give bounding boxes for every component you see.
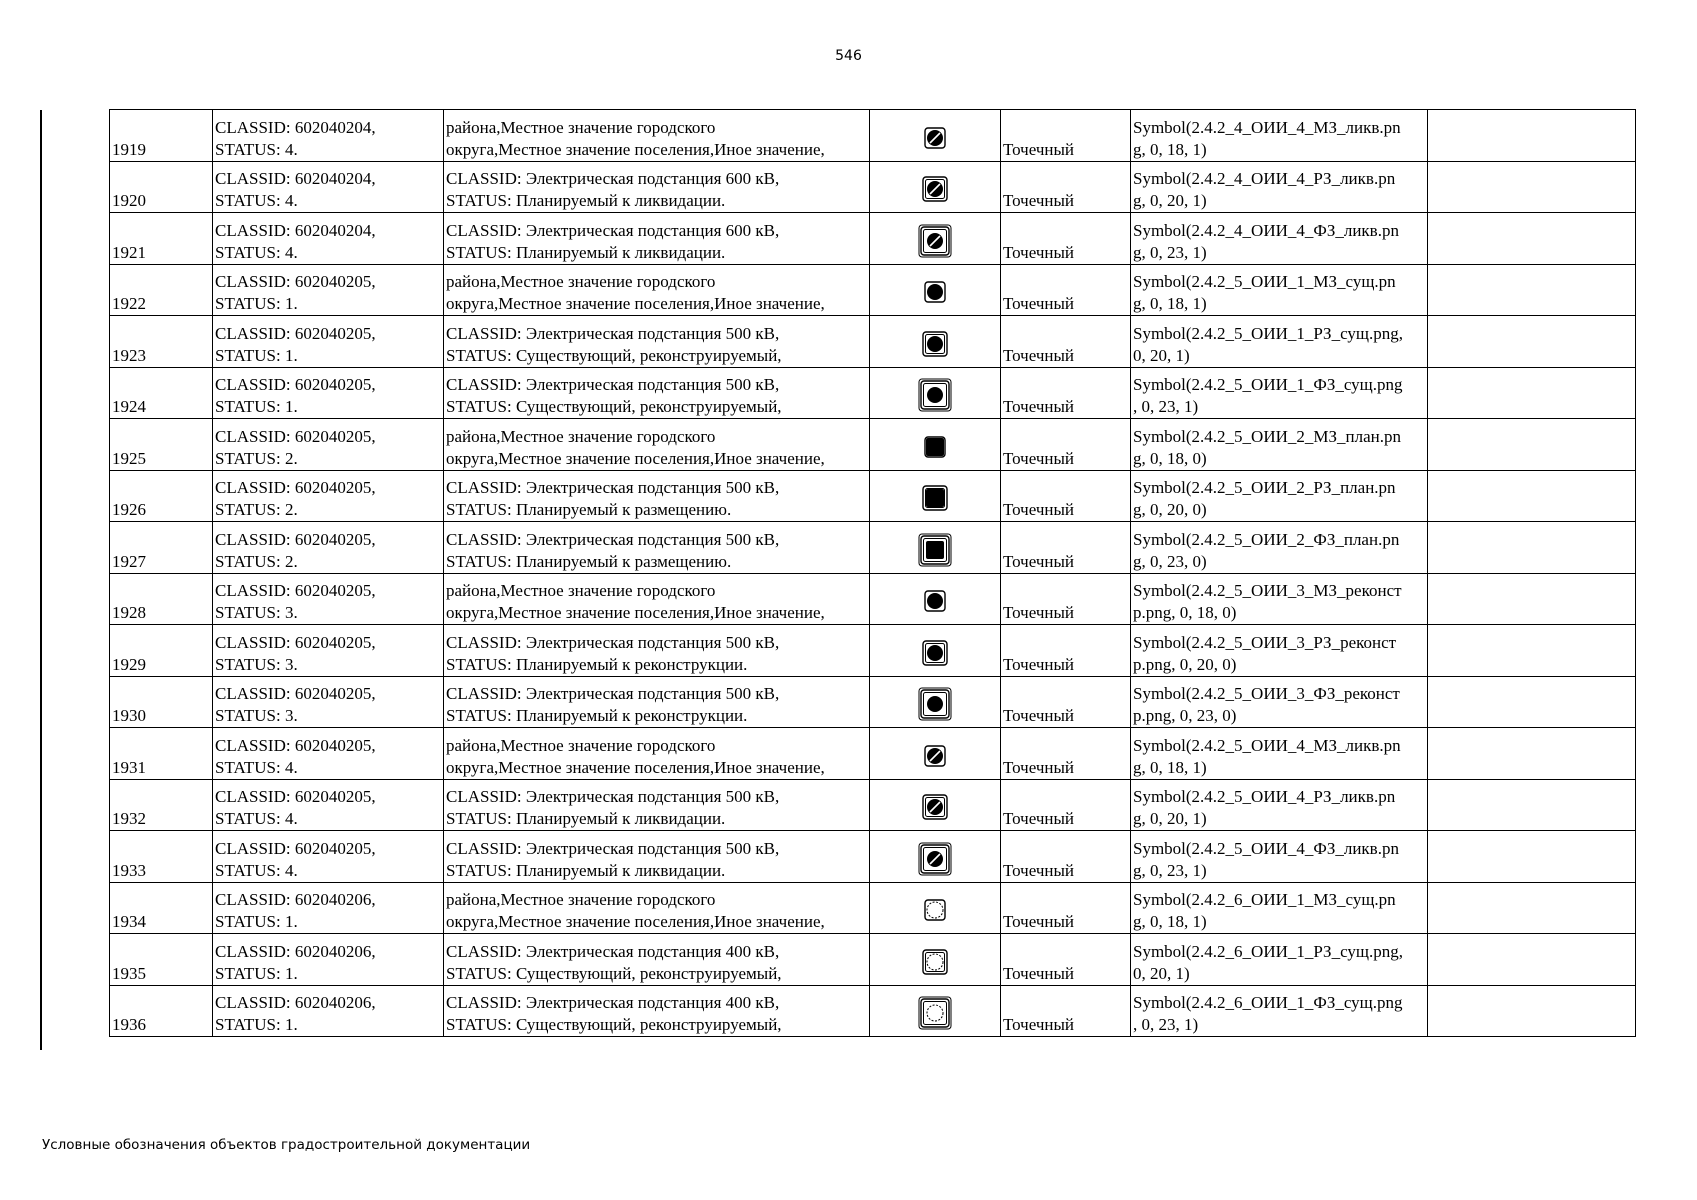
symbol-cell (870, 161, 1001, 213)
row-number: 1919 (110, 110, 213, 162)
classid-text: CLASSID: 602040205, (215, 478, 376, 497)
symbol-code-line-1: Symbol(2.4.2_4_ОИИ_4_МЗ_ликв.pn (1133, 117, 1401, 137)
symbol-code-line-2: 0, 20, 1) (1133, 345, 1190, 365)
description-cell (444, 264, 870, 316)
class-cell (213, 264, 444, 316)
classid-text: CLASSID: 602040205, (215, 838, 376, 858)
table-row (110, 779, 1636, 831)
class-cell (213, 213, 444, 265)
symbol-code-line-2: р.png, 0, 20, 0) (1133, 654, 1237, 674)
substation-liquidated-fz-icon (918, 842, 952, 882)
symbol-code-cell (1131, 213, 1428, 265)
substation-liquidated-mz-icon (918, 121, 952, 161)
substation-reconstruction-fz-icon (918, 687, 952, 727)
description-line-2: STATUS: Существующий, реконструируемый, (446, 1015, 782, 1034)
description-cell (444, 934, 870, 986)
description-line-2: округа,Местное значение поселения,Иное значение, (446, 139, 825, 159)
row-number: 1929 (110, 625, 213, 677)
empty-cell (1428, 779, 1636, 831)
classid-text: CLASSID: 602040205, (215, 529, 376, 549)
description-line-2: STATUS: Планируемый к ликвидации. (446, 809, 726, 828)
symbol-code-cell (1131, 728, 1428, 780)
status-text: STATUS: 3. (215, 654, 298, 674)
empty-cell (1428, 470, 1636, 522)
geometry-type: Точечный (1001, 161, 1131, 213)
symbol-code-line-2: g, 0, 20, 1) (1133, 191, 1207, 210)
classid-text: CLASSID: 602040204, (215, 220, 376, 240)
description-line-1: CLASSID: Электрическая подстанция 400 кВ, (446, 941, 780, 961)
symbol-code-cell (1131, 779, 1428, 831)
description-line-2: STATUS: Существующий, реконструируемый, (446, 963, 782, 983)
table-row (110, 831, 1636, 883)
symbol-code-cell (1131, 470, 1428, 522)
status-text: STATUS: 4. (215, 242, 298, 262)
symbol-code-line-2: g, 0, 23, 1) (1133, 860, 1207, 880)
symbol-code-line-1: Symbol(2.4.2_5_ОИИ_2_РЗ_план.pn (1133, 478, 1396, 497)
substation-outline-fz-icon (918, 996, 952, 1036)
geometry-type: Точечный (1001, 522, 1131, 574)
status-text: STATUS: 1. (215, 345, 298, 365)
symbol-code-line-1: Symbol(2.4.2_4_ОИИ_4_РЗ_ликв.pn (1133, 169, 1396, 188)
description-line-2: STATUS: Планируемый к размещению. (446, 500, 732, 519)
symbol-cell (870, 779, 1001, 831)
status-text: STATUS: 2. (215, 448, 298, 468)
symbol-code-line-2: g, 0, 23, 1) (1133, 242, 1207, 262)
description-cell (444, 676, 870, 728)
description-line-1: CLASSID: Электрическая подстанция 500 кВ, (446, 323, 780, 343)
description-line-2: STATUS: Планируемый к размещению. (446, 551, 732, 571)
substation-liquidated-fz-icon (918, 224, 952, 264)
symbol-code-line-1: Symbol(2.4.2_6_ОИИ_1_РЗ_сущ.png, (1133, 941, 1403, 961)
empty-cell (1428, 264, 1636, 316)
geometry-type: Точечный (1001, 367, 1131, 419)
substation-existing-mz-icon (918, 275, 952, 315)
class-cell (213, 110, 444, 162)
description-cell (444, 470, 870, 522)
symbol-cell (870, 625, 1001, 677)
symbol-code-cell (1131, 419, 1428, 471)
row-number: 1921 (110, 213, 213, 265)
table-row (110, 161, 1636, 213)
geometry-type: Точечный (1001, 985, 1131, 1037)
symbol-cell (870, 985, 1001, 1037)
class-cell (213, 419, 444, 471)
substation-outline-mz-icon (918, 893, 952, 933)
status-text: STATUS: 2. (215, 551, 298, 571)
symbol-cell (870, 831, 1001, 883)
symbol-code-line-1: Symbol(2.4.2_5_ОИИ_1_МЗ_сущ.pn (1133, 272, 1396, 291)
description-cell (444, 573, 870, 625)
description-line-2: округа,Местное значение поселения,Иное значение, (446, 757, 825, 777)
row-number: 1927 (110, 522, 213, 574)
symbol-code-line-2: 0, 20, 1) (1133, 963, 1190, 983)
row-number: 1924 (110, 367, 213, 419)
empty-cell (1428, 573, 1636, 625)
substation-planned-rz-icon (918, 481, 952, 521)
symbol-code-line-2: g, 0, 18, 1) (1133, 294, 1207, 313)
class-cell (213, 728, 444, 780)
status-text: STATUS: 2. (215, 500, 298, 519)
symbol-cell (870, 934, 1001, 986)
status-text: STATUS: 1. (215, 963, 298, 983)
table-row (110, 625, 1636, 677)
description-line-1: CLASSID: Электрическая подстанция 500 кВ, (446, 529, 780, 549)
classid-text: CLASSID: 602040205, (215, 581, 376, 600)
description-line-2: STATUS: Планируемый к реконструкции. (446, 706, 748, 725)
classid-text: CLASSID: 602040204, (215, 169, 376, 188)
geometry-type: Точечный (1001, 882, 1131, 934)
symbol-code-line-1: Symbol(2.4.2_5_ОИИ_3_МЗ_реконст (1133, 581, 1402, 600)
row-number: 1932 (110, 779, 213, 831)
table-row (110, 367, 1636, 419)
symbol-code-cell (1131, 522, 1428, 574)
left-margin-rule (40, 110, 42, 1050)
table-row (110, 728, 1636, 780)
row-number: 1923 (110, 316, 213, 368)
empty-cell (1428, 367, 1636, 419)
table-row (110, 470, 1636, 522)
class-cell (213, 625, 444, 677)
symbol-cell (870, 213, 1001, 265)
status-text: STATUS: 4. (215, 757, 298, 777)
description-cell (444, 779, 870, 831)
description-line-1: района,Местное значение городского (446, 426, 716, 446)
description-line-1: CLASSID: Электрическая подстанция 600 кВ, (446, 220, 780, 240)
symbol-code-cell (1131, 676, 1428, 728)
empty-cell (1428, 161, 1636, 213)
description-line-1: района,Местное значение городского (446, 890, 716, 909)
row-number: 1928 (110, 573, 213, 625)
description-cell (444, 831, 870, 883)
row-number: 1922 (110, 264, 213, 316)
symbol-code-line-2: g, 0, 18, 0) (1133, 448, 1207, 468)
symbol-code-cell (1131, 573, 1428, 625)
symbol-code-line-1: Symbol(2.4.2_6_ОИИ_1_МЗ_сущ.pn (1133, 890, 1396, 909)
empty-cell (1428, 625, 1636, 677)
symbol-code-cell (1131, 367, 1428, 419)
description-cell (444, 882, 870, 934)
symbol-cell (870, 522, 1001, 574)
description-line-1: CLASSID: Электрическая подстанция 400 кВ, (446, 993, 780, 1012)
symbol-code-line-2: g, 0, 18, 1) (1133, 912, 1207, 931)
empty-cell (1428, 985, 1636, 1037)
table-row (110, 985, 1636, 1037)
status-text: STATUS: 4. (215, 191, 298, 210)
symbol-code-cell (1131, 985, 1428, 1037)
row-number: 1920 (110, 161, 213, 213)
empty-cell (1428, 522, 1636, 574)
geometry-type: Точечный (1001, 470, 1131, 522)
table-row (110, 882, 1636, 934)
symbol-code-line-2: g, 0, 20, 0) (1133, 500, 1207, 519)
geometry-type: Точечный (1001, 419, 1131, 471)
status-text: STATUS: 4. (215, 139, 298, 159)
symbol-code-line-2: g, 0, 23, 0) (1133, 551, 1207, 571)
row-number: 1930 (110, 676, 213, 728)
class-cell (213, 934, 444, 986)
substation-reconstruction-rz-icon (918, 636, 952, 676)
substation-existing-fz-icon (918, 378, 952, 418)
row-number: 1934 (110, 882, 213, 934)
symbol-cell (870, 573, 1001, 625)
table-row (110, 264, 1636, 316)
table-row (110, 110, 1636, 162)
description-line-2: округа,Местное значение поселения,Иное значение, (446, 912, 825, 931)
symbol-cell (870, 110, 1001, 162)
class-cell (213, 882, 444, 934)
empty-cell (1428, 419, 1636, 471)
substation-planned-fz-icon (918, 533, 952, 573)
status-text: STATUS: 3. (215, 603, 298, 622)
symbol-cell (870, 882, 1001, 934)
class-cell (213, 470, 444, 522)
row-number: 1925 (110, 419, 213, 471)
table-row (110, 522, 1636, 574)
row-number: 1926 (110, 470, 213, 522)
empty-cell (1428, 728, 1636, 780)
symbol-cell (870, 470, 1001, 522)
symbol-code-cell (1131, 161, 1428, 213)
geometry-type: Точечный (1001, 625, 1131, 677)
table-row (110, 573, 1636, 625)
geometry-type: Точечный (1001, 676, 1131, 728)
symbol-code-cell (1131, 831, 1428, 883)
geometry-type: Точечный (1001, 779, 1131, 831)
description-line-2: STATUS: Планируемый к ликвидации. (446, 191, 726, 210)
symbol-code-line-2: , 0, 23, 1) (1133, 397, 1199, 416)
symbol-cell (870, 419, 1001, 471)
description-line-2: округа,Местное значение поселения,Иное значение, (446, 603, 825, 622)
classid-text: CLASSID: 602040205, (215, 735, 376, 755)
status-text: STATUS: 4. (215, 860, 298, 880)
classid-text: CLASSID: 602040205, (215, 375, 376, 394)
classid-text: CLASSID: 602040206, (215, 941, 376, 961)
status-text: STATUS: 1. (215, 912, 298, 931)
description-line-2: STATUS: Планируемый к ликвидации. (446, 860, 726, 880)
description-cell (444, 316, 870, 368)
symbol-code-line-2: g, 0, 18, 1) (1133, 139, 1207, 159)
classid-text: CLASSID: 602040205, (215, 272, 376, 291)
symbol-code-line-1: Symbol(2.4.2_5_ОИИ_4_МЗ_ликв.pn (1133, 735, 1401, 755)
symbol-code-line-2: g, 0, 20, 1) (1133, 809, 1207, 828)
description-line-1: района,Местное значение городского (446, 581, 716, 600)
description-line-1: района,Местное значение городского (446, 735, 716, 755)
symbol-code-line-1: Symbol(2.4.2_5_ОИИ_3_ФЗ_реконст (1133, 684, 1400, 703)
table-row (110, 213, 1636, 265)
table-row (110, 676, 1636, 728)
status-text: STATUS: 4. (215, 809, 298, 828)
symbol-code-cell (1131, 934, 1428, 986)
class-cell (213, 316, 444, 368)
symbol-cell (870, 316, 1001, 368)
geometry-type: Точечный (1001, 934, 1131, 986)
classid-text: CLASSID: 602040205, (215, 323, 376, 343)
class-cell (213, 367, 444, 419)
empty-cell (1428, 676, 1636, 728)
description-line-1: CLASSID: Электрическая подстанция 500 кВ, (446, 375, 780, 394)
symbol-code-line-1: Symbol(2.4.2_5_ОИИ_1_ФЗ_сущ.png (1133, 375, 1403, 394)
classid-text: CLASSID: 602040204, (215, 117, 376, 137)
description-line-2: округа,Местное значение поселения,Иное значение, (446, 448, 825, 468)
classid-text: CLASSID: 602040205, (215, 684, 376, 703)
description-line-2: STATUS: Планируемый к реконструкции. (446, 654, 748, 674)
symbol-code-line-1: Symbol(2.4.2_5_ОИИ_2_ФЗ_план.pn (1133, 529, 1400, 549)
symbol-code-cell (1131, 625, 1428, 677)
description-cell (444, 213, 870, 265)
symbol-cell (870, 367, 1001, 419)
empty-cell (1428, 882, 1636, 934)
geometry-type: Точечный (1001, 110, 1131, 162)
symbol-code-line-2: g, 0, 18, 1) (1133, 757, 1207, 777)
geometry-type: Точечный (1001, 831, 1131, 883)
substation-planned-mz-icon (918, 430, 952, 470)
table-row (110, 419, 1636, 471)
symbol-code-line-2: р.png, 0, 18, 0) (1133, 603, 1237, 622)
classid-text: CLASSID: 602040205, (215, 426, 376, 446)
geometry-type: Точечный (1001, 728, 1131, 780)
empty-cell (1428, 213, 1636, 265)
description-cell (444, 367, 870, 419)
symbol-code-line-1: Symbol(2.4.2_5_ОИИ_4_РЗ_ликв.pn (1133, 787, 1396, 806)
symbol-code-line-2: , 0, 23, 1) (1133, 1015, 1199, 1034)
description-cell (444, 522, 870, 574)
substation-reconstruction-mz-icon (918, 584, 952, 624)
substation-liquidated-mz-icon (918, 739, 952, 779)
substation-existing-rz-icon (918, 327, 952, 367)
symbol-code-cell (1131, 882, 1428, 934)
status-text: STATUS: 1. (215, 397, 298, 416)
symbol-cell (870, 264, 1001, 316)
status-text: STATUS: 1. (215, 1015, 298, 1034)
symbol-code-line-1: Symbol(2.4.2_6_ОИИ_1_ФЗ_сущ.png (1133, 993, 1403, 1012)
substation-liquidated-rz-icon (918, 172, 952, 212)
description-line-1: CLASSID: Электрическая подстанция 500 кВ, (446, 838, 780, 858)
symbol-cell (870, 676, 1001, 728)
row-number: 1936 (110, 985, 213, 1037)
class-cell (213, 676, 444, 728)
table-row (110, 934, 1636, 986)
empty-cell (1428, 934, 1636, 986)
empty-cell (1428, 831, 1636, 883)
geometry-type: Точечный (1001, 573, 1131, 625)
description-line-1: CLASSID: Электрическая подстанция 600 кВ, (446, 169, 780, 188)
description-line-2: STATUS: Существующий, реконструируемый, (446, 397, 782, 416)
footer-caption: Условные обозначения объектов градостроительной документации (42, 1137, 531, 1153)
class-cell (213, 573, 444, 625)
symbol-table (109, 109, 1636, 1037)
description-cell (444, 728, 870, 780)
symbol-code-cell (1131, 264, 1428, 316)
description-cell (444, 161, 870, 213)
geometry-type: Точечный (1001, 316, 1131, 368)
status-text: STATUS: 1. (215, 294, 298, 313)
description-line-1: CLASSID: Электрическая подстанция 500 кВ, (446, 684, 780, 703)
description-line-1: района,Местное значение городского (446, 117, 716, 137)
class-cell (213, 522, 444, 574)
symbol-cell (870, 728, 1001, 780)
class-cell (213, 161, 444, 213)
description-cell (444, 419, 870, 471)
symbol-code-line-2: р.png, 0, 23, 0) (1133, 706, 1237, 725)
classid-text: CLASSID: 602040205, (215, 787, 376, 806)
description-line-2: округа,Местное значение поселения,Иное значение, (446, 294, 825, 313)
symbol-code-line-1: Symbol(2.4.2_5_ОИИ_4_ФЗ_ликв.pn (1133, 838, 1399, 858)
symbol-code-line-1: Symbol(2.4.2_5_ОИИ_3_РЗ_реконст (1133, 632, 1397, 652)
class-cell (213, 779, 444, 831)
classid-text: CLASSID: 602040205, (215, 632, 376, 652)
substation-liquidated-rz-icon (918, 790, 952, 830)
geometry-type: Точечный (1001, 213, 1131, 265)
description-line-1: района,Местное значение городского (446, 272, 716, 291)
geometry-type: Точечный (1001, 264, 1131, 316)
table-row (110, 316, 1636, 368)
row-number: 1931 (110, 728, 213, 780)
row-number: 1933 (110, 831, 213, 883)
description-line-1: CLASSID: Электрическая подстанция 500 кВ, (446, 632, 780, 652)
description-cell (444, 625, 870, 677)
classid-text: CLASSID: 602040206, (215, 993, 376, 1012)
empty-cell (1428, 316, 1636, 368)
classid-text: CLASSID: 602040206, (215, 890, 376, 909)
symbol-code-line-1: Symbol(2.4.2_5_ОИИ_2_МЗ_план.pn (1133, 426, 1401, 446)
symbol-code-cell (1131, 110, 1428, 162)
row-number: 1935 (110, 934, 213, 986)
page-number: 546 (835, 48, 862, 64)
symbol-code-line-1: Symbol(2.4.2_5_ОИИ_1_РЗ_сущ.png, (1133, 323, 1403, 343)
symbol-code-line-1: Symbol(2.4.2_4_ОИИ_4_ФЗ_ликв.pn (1133, 220, 1399, 240)
empty-cell (1428, 110, 1636, 162)
status-text: STATUS: 3. (215, 706, 298, 725)
description-cell (444, 110, 870, 162)
symbol-code-cell (1131, 316, 1428, 368)
description-line-1: CLASSID: Электрическая подстанция 500 кВ, (446, 478, 780, 497)
class-cell (213, 985, 444, 1037)
description-cell (444, 985, 870, 1037)
substation-outline-rz-icon (918, 945, 952, 985)
description-line-2: STATUS: Существующий, реконструируемый, (446, 345, 782, 365)
description-line-1: CLASSID: Электрическая подстанция 500 кВ, (446, 787, 780, 806)
class-cell (213, 831, 444, 883)
description-line-2: STATUS: Планируемый к ликвидации. (446, 242, 726, 262)
